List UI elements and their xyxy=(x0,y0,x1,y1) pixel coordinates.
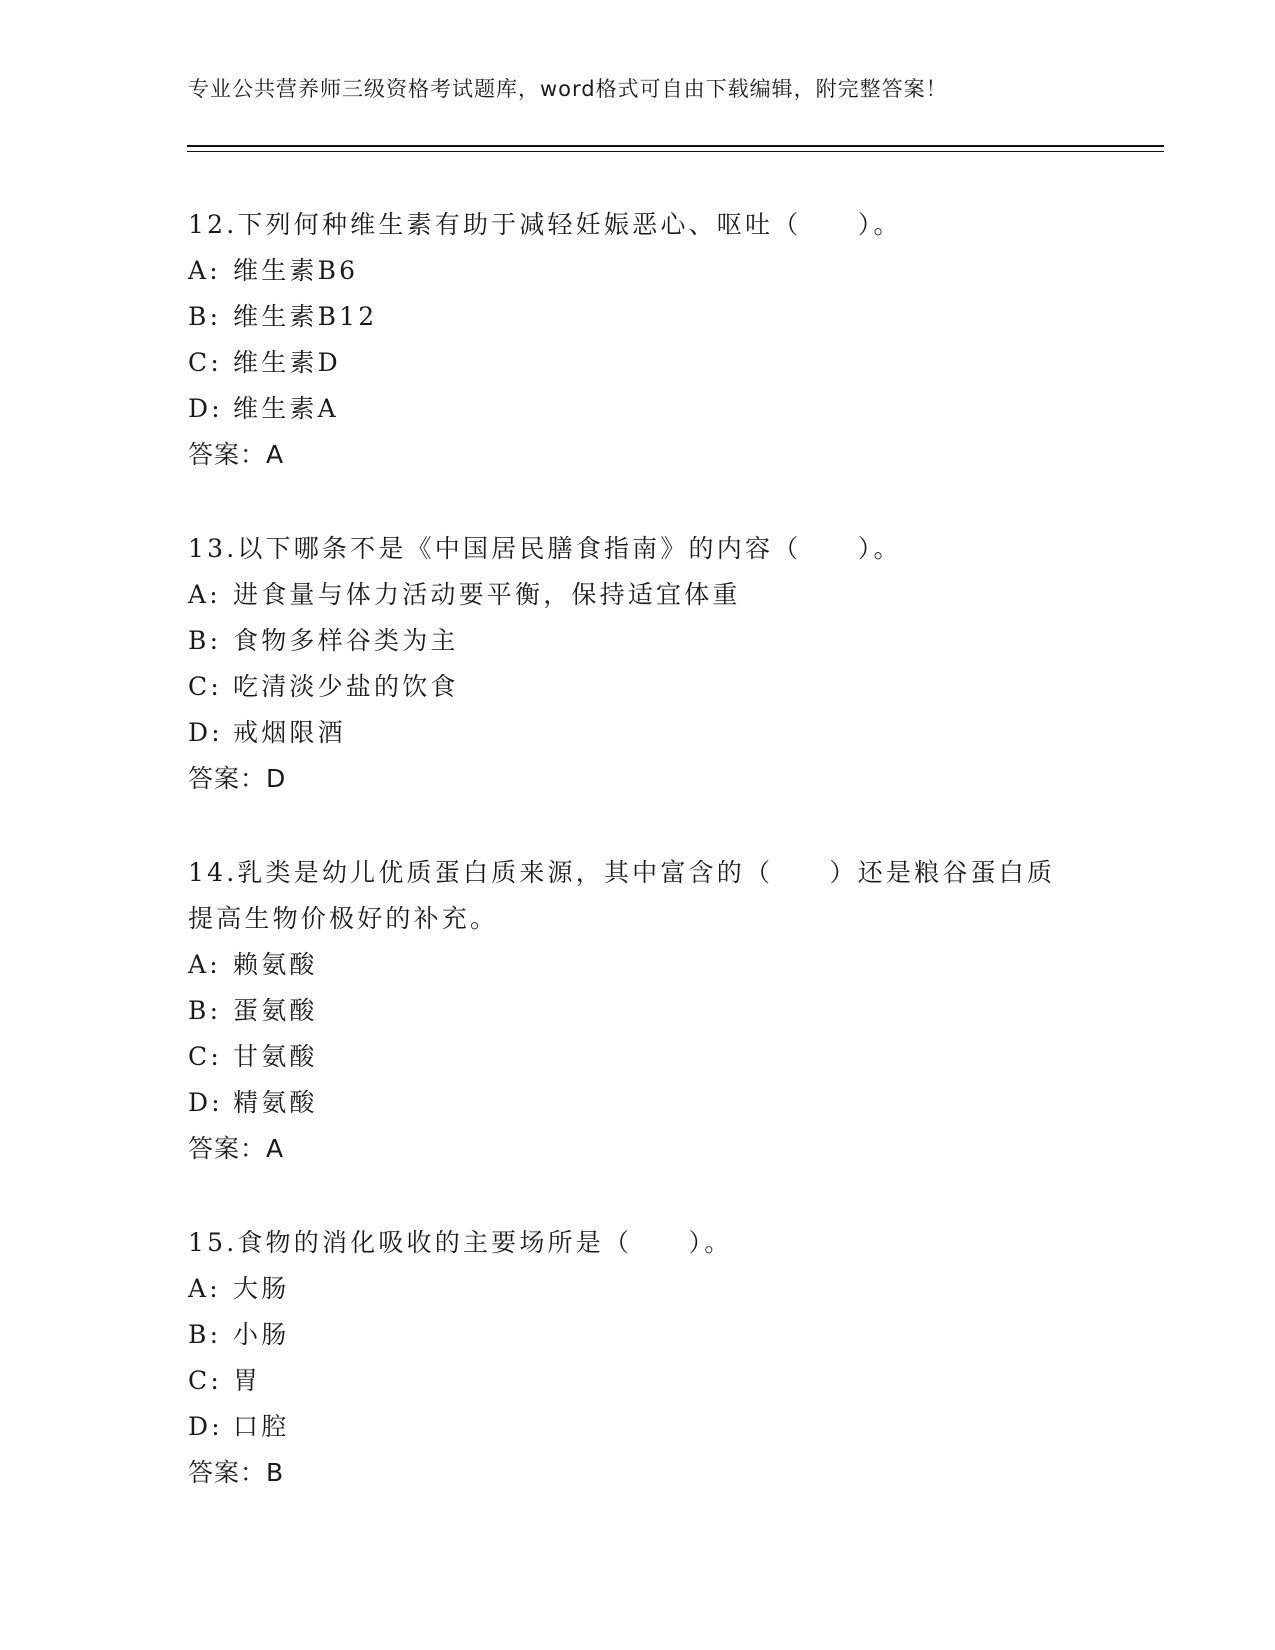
option-a xyxy=(188,572,1088,618)
option-text: 维生素D xyxy=(233,348,341,377)
option-letter: B: xyxy=(188,302,222,331)
option-d xyxy=(188,1080,1088,1126)
answer-line: 答案：D xyxy=(188,764,287,793)
option-text: 胃 xyxy=(233,1366,262,1395)
option-letter: C: xyxy=(188,1366,222,1395)
option-b xyxy=(188,1312,1088,1358)
option-text: 精氨酸 xyxy=(233,1088,318,1117)
option-text: 维生素B6 xyxy=(233,256,359,285)
option-c xyxy=(188,664,1088,710)
option-text: 蛋氨酸 xyxy=(233,996,318,1025)
option-letter: B: xyxy=(188,1320,222,1349)
option-d xyxy=(188,386,1088,432)
option-letter: C: xyxy=(188,1042,222,1071)
option-d xyxy=(188,1404,1088,1450)
option-text: 食物多样谷类为主 xyxy=(233,626,459,655)
option-d xyxy=(188,710,1088,756)
question-14 xyxy=(188,850,1088,1172)
option-letter: A: xyxy=(188,1274,221,1303)
option-letter: D: xyxy=(188,394,223,423)
question-stem: 14.乳类是幼儿优质蛋白质来源，其中富含的（ ）还是粮谷蛋白质 xyxy=(188,858,1056,887)
option-letter: C: xyxy=(188,348,222,377)
option-letter: D: xyxy=(188,1088,223,1117)
option-a xyxy=(188,248,1088,294)
option-letter: B: xyxy=(188,626,222,655)
question-stem: 13.以下哪条不是《中国居民膳食指南》的内容（ ）。 xyxy=(188,534,902,563)
option-a xyxy=(188,1266,1088,1312)
option-letter: C: xyxy=(188,672,222,701)
option-text: 小肠 xyxy=(233,1320,290,1349)
answer-line: 答案：A xyxy=(188,440,285,469)
option-letter: D: xyxy=(188,1412,223,1441)
option-text: 维生素A xyxy=(233,394,339,423)
option-b xyxy=(188,618,1088,664)
answer-line: 答案：A xyxy=(188,1134,285,1163)
option-c xyxy=(188,1034,1088,1080)
option-text: 赖氨酸 xyxy=(233,950,318,979)
question-stem: 12.下列何种维生素有助于减轻妊娠恶心、呕吐（ ）。 xyxy=(188,210,902,239)
option-text: 吃清淡少盐的饮食 xyxy=(233,672,459,701)
option-text: 甘氨酸 xyxy=(233,1042,318,1071)
option-text: 进食量与体力活动要平衡，保持适宜体重 xyxy=(233,580,741,609)
question-list xyxy=(188,202,1088,1544)
option-letter: B: xyxy=(188,996,222,1025)
option-c xyxy=(188,340,1088,386)
answer-line: 答案：B xyxy=(188,1458,285,1487)
header-rule-thin xyxy=(187,151,1164,152)
option-b xyxy=(188,294,1088,340)
option-text: 大肠 xyxy=(233,1274,290,1303)
header-rule-thick xyxy=(187,145,1164,147)
page-header: 专业公共营养师三级资格考试题库，word格式可自由下载编辑，附完整答案！ xyxy=(188,77,948,101)
question-13 xyxy=(188,526,1088,802)
question-15 xyxy=(188,1220,1088,1496)
option-letter: A: xyxy=(188,256,221,285)
question-stem: 15.食物的消化吸收的主要场所是（ ）。 xyxy=(188,1228,733,1257)
option-letter: A: xyxy=(188,580,221,609)
option-text: 口腔 xyxy=(233,1412,290,1441)
option-b xyxy=(188,988,1088,1034)
option-c xyxy=(188,1358,1088,1404)
option-letter: A: xyxy=(188,950,221,979)
option-a xyxy=(188,942,1088,988)
question-stem-continued: 提高生物价极好的补充。 xyxy=(188,904,499,933)
option-text: 戒烟限酒 xyxy=(233,718,346,747)
option-text: 维生素B12 xyxy=(233,302,378,331)
option-letter: D: xyxy=(188,718,223,747)
question-12 xyxy=(188,202,1088,478)
